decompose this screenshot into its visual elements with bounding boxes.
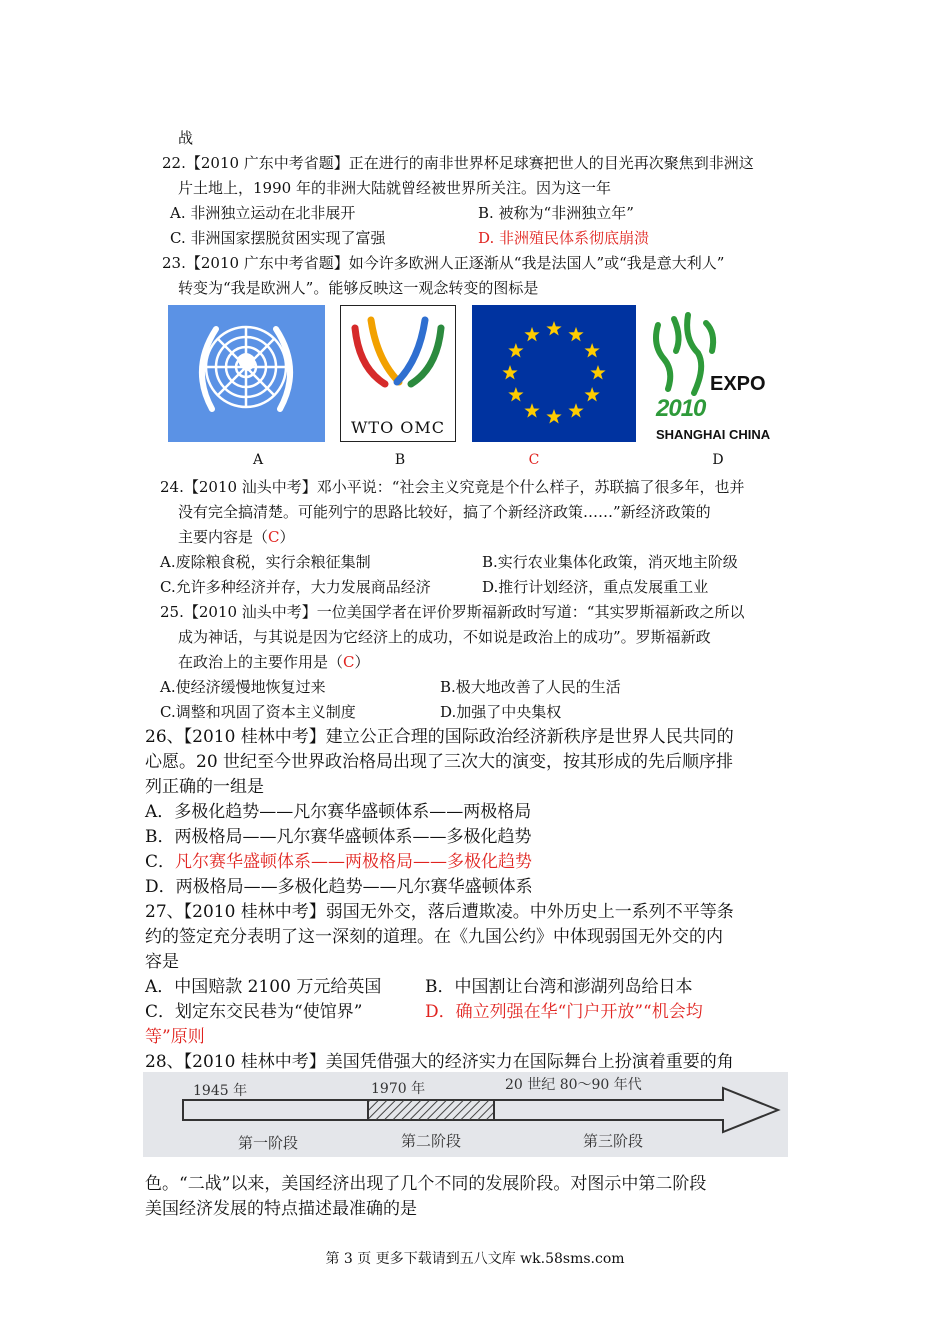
eu-star-icon	[546, 409, 561, 423]
q27-stem-line3: 容是	[145, 952, 179, 972]
timeline-stage-1: 第一阶段	[238, 1134, 299, 1152]
q27-option-d-answer-line1: D．确立列强在华“门户开放”“机会均	[425, 1002, 703, 1022]
q25-line3-close: ）	[354, 653, 370, 671]
timeline-year-1970: 1970 年	[371, 1081, 426, 1097]
q28-stem-line3: 美国经济发展的特点描述最准确的是	[145, 1199, 417, 1219]
q24-line3-close: ）	[279, 528, 295, 546]
eu-star-icon	[546, 321, 561, 335]
un-logo-image	[168, 305, 325, 442]
wto-emblem-icon	[341, 306, 455, 406]
q24-option-a: A.废除粮食税，实行余粮征集制	[160, 553, 371, 571]
q25-option-d: D.加强了中央集权	[440, 703, 562, 721]
eu-star-icon	[524, 403, 539, 417]
q26-option-a: A．多极化趋势——凡尔赛华盛顿体系——两极格局	[145, 802, 532, 822]
q28-timeline-image	[143, 1072, 788, 1157]
wto-logo-text: WTO OMC	[350, 418, 446, 437]
timeline-stage-3: 第三阶段	[583, 1132, 644, 1150]
q24-stem-line2: 没有完全搞清楚。可能列宁的思路比较好，搞了个新经济政策……”新经济政策的	[178, 503, 711, 521]
q24-answer: C	[268, 528, 280, 546]
expo-logo-image	[648, 305, 780, 442]
q27-stem-line1: 27、【2010 桂林中考】弱国无外交，落后遭欺凌。中外历史上一系列不平等条	[145, 902, 734, 922]
timeline-year-1945: 1945 年	[193, 1083, 248, 1099]
q26-option-c	[145, 850, 532, 874]
q24-option-b: B.实行农业集体化政策，消灭地主阶级	[482, 553, 738, 571]
q23-stem-line1: 23.【2010 广东中考省题】如今许多欧洲人正逐渐从“我是法国人”或“我是意大利人”	[162, 254, 725, 272]
q24-option-d: D.推行计划经济，重点发展重工业	[482, 578, 709, 596]
q25-stem-line1: 25.【2010 汕头中考】一位美国学者在评价罗斯福新政时写道：“其实罗斯福新政之所以	[160, 603, 745, 621]
q21-tail: 战	[178, 129, 194, 147]
q23-label-d: D	[712, 452, 724, 468]
q25-option-a: A.使经济缓慢地恢复过来	[160, 678, 326, 696]
q25-line3-text: 在政治上的主要作用是（	[178, 653, 344, 671]
q23-label-c-answer: C	[528, 452, 540, 468]
eu-star-icon	[508, 343, 523, 357]
eu-star-circle-icon	[472, 305, 636, 442]
q27-stem-line2: 约的签定充分表明了这一深刻的道理。在《九国公约》中体现弱国无外交的内	[145, 927, 723, 947]
eu-flag-image	[472, 305, 636, 442]
eu-star-icon	[508, 387, 523, 401]
q27-option-d-answer-line2: 等”原则	[145, 1027, 205, 1047]
expo-year-text: 2010	[656, 395, 706, 422]
q26-option-c-answer: 凡尔赛华盛顿体系——两极格局——多极化趋势	[175, 852, 533, 872]
eu-star-icon	[524, 327, 539, 341]
eu-star-icon	[502, 365, 517, 379]
eu-star-icon	[568, 403, 583, 417]
q22-option-d-answer: D. 非洲殖民体系彻底崩溃	[478, 229, 650, 247]
q25-answer: C	[343, 653, 355, 671]
q25-stem-line2: 成为神话，与其说是因为它经济上的成功，不如说是政治上的成功”。罗斯福新政	[178, 628, 711, 646]
q23-label-b: B	[394, 452, 406, 468]
expo-logo-text: EXPO	[710, 373, 766, 395]
q26-option-d: D．两极格局——多极化趋势——凡尔赛华盛顿体系	[145, 877, 533, 897]
q28-stem-line2: 色。“二战”以来，美国经济出现了几个不同的发展阶段。对图示中第二阶段	[145, 1174, 707, 1194]
q26-stem-line2: 心愿。20 世纪至今世界政治格局出现了三次大的演变，按其形成的先后顺序排	[145, 752, 734, 772]
un-emblem-icon	[168, 305, 325, 442]
q24-option-c: C.允许多种经济并存，大力发展商品经济	[160, 578, 431, 596]
q22-option-c: C. 非洲国家摆脱贫困实现了富强	[170, 229, 386, 247]
q27-option-c: C．划定东交民巷为“使馆界”	[145, 1002, 363, 1022]
q22-option-a: A. 非洲独立运动在北非展开	[170, 204, 356, 222]
q24-stem-line1: 24.【2010 汕头中考】邓小平说：“社会主义究竟是个什么样子，苏联搞了很多年，也并	[160, 478, 745, 496]
q26-option-b: B．两极格局——凡尔赛华盛顿体系——多极化趋势	[145, 827, 532, 847]
q25-option-c: C.调整和巩固了资本主义制度	[160, 703, 356, 721]
expo-city-text: SHANGHAI CHINA	[656, 427, 771, 442]
q26-stem-line3: 列正确的一组是	[145, 777, 264, 797]
q26-option-c-key: C．	[145, 852, 176, 872]
q22-option-b: B. 被称为“非洲独立年”	[478, 204, 634, 222]
q26-stem-line1: 26、【2010 桂林中考】建立公正合理的国际政治经济新秩序是世界人民共同的	[145, 727, 734, 747]
q22-stem-line1: 22.【2010 广东中考省题】正在进行的南非世界杯足球赛把世人的目光再次聚焦到非洲这	[162, 154, 754, 172]
q28-stem-line1: 28、【2010 桂林中考】美国凭借强大的经济实力在国际舞台上扮演着重要的角	[145, 1052, 734, 1072]
wto-logo-image	[340, 305, 456, 442]
q27-option-b: B．中国割让台湾和澎湖列岛给日本	[425, 977, 693, 997]
page-footer: 第 3 页 更多下载请到五八文库 wk.58sms.com	[325, 1251, 625, 1267]
q24-line3-text: 主要内容是（	[178, 528, 269, 546]
q23-label-a: A	[252, 452, 264, 468]
q22-stem-line2: 片土地上，1990 年的非洲大陆就曾经被世界所关注。因为这一年	[178, 179, 611, 197]
q24-stem-line3	[178, 527, 295, 547]
eu-star-icon	[585, 387, 600, 401]
eu-star-icon	[568, 327, 583, 341]
q23-stem-line2: 转变为“我是欧洲人”。能够反映这一观念转变的图标是	[178, 279, 539, 297]
timeline-year-80s-90s: 20 世纪 80～90 年代	[505, 1077, 642, 1093]
q25-option-b: B.极大地改善了人民的生活	[440, 678, 621, 696]
q27-option-a: A．中国赔款 2100 万元给英国	[145, 977, 382, 997]
q25-stem-line3	[178, 652, 370, 672]
eu-star-icon	[590, 365, 605, 379]
eu-star-icon	[585, 343, 600, 357]
timeline-stage-2: 第二阶段	[401, 1132, 462, 1150]
